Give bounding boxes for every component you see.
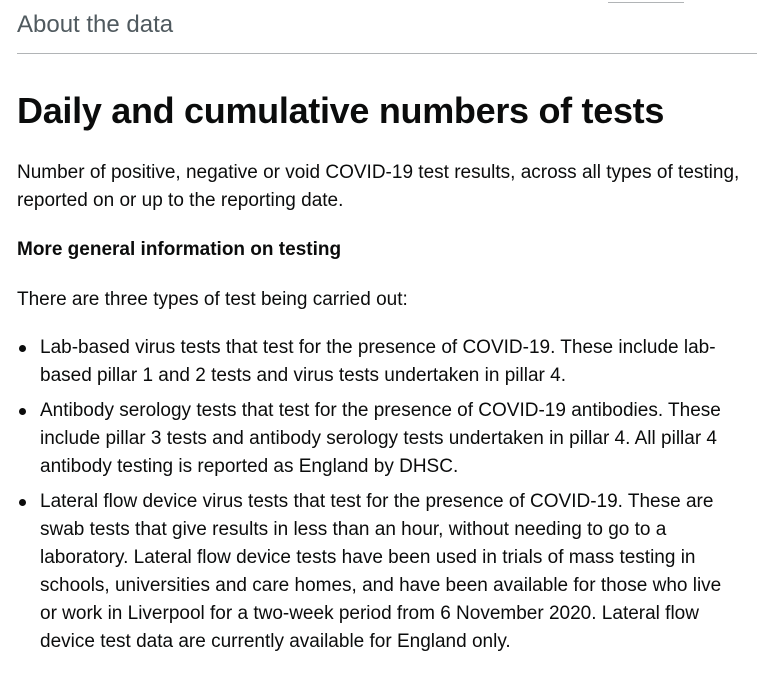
bullet-icon <box>19 345 26 352</box>
testing-info-subheading: More general information on testing <box>17 239 342 260</box>
metric-description: Number of positive, negative or void COVID-19 test results, across all types of testing, reported on or up to the reporting date. <box>17 162 740 211</box>
list-item-text: Lateral flow device virus tests that test for the presence of COVID-19. These are swab tests that give results in less than an hour, without needing to go to a laboratory. Lateral flow device tests have been used in trials of mass testing in schools, universities and care homes, and have been available for those who live or work in Liverpool for a two-week period from 6 November 2020. Lateral flow device test data are currently available for England only. <box>40 491 722 652</box>
page-heading: Daily and cumulative numbers of tests <box>17 90 665 131</box>
bullet-icon <box>19 499 26 506</box>
section-divider <box>17 53 757 54</box>
bullet-icon <box>19 408 26 415</box>
list-item <box>17 334 742 390</box>
about-the-data-section <box>17 0 742 663</box>
list-item-text: Lab-based virus tests that test for the presence of COVID-19. These include lab-based pillar 1 and 2 tests and virus tests undertaken in pillar 4. <box>40 337 716 386</box>
test-types-intro: There are three types of test being carried out: <box>17 289 408 310</box>
section-caption: About the data <box>17 11 174 38</box>
test-types-list <box>17 334 742 656</box>
list-item <box>17 488 742 656</box>
list-item-text: Antibody serology tests that test for the presence of COVID-19 antibodies. These include pillar 3 tests and antibody serology tests undertaken in pillar 4. All pillar 4 antibody testing is reported as England by DHSC. <box>40 400 721 477</box>
list-item <box>17 397 742 481</box>
